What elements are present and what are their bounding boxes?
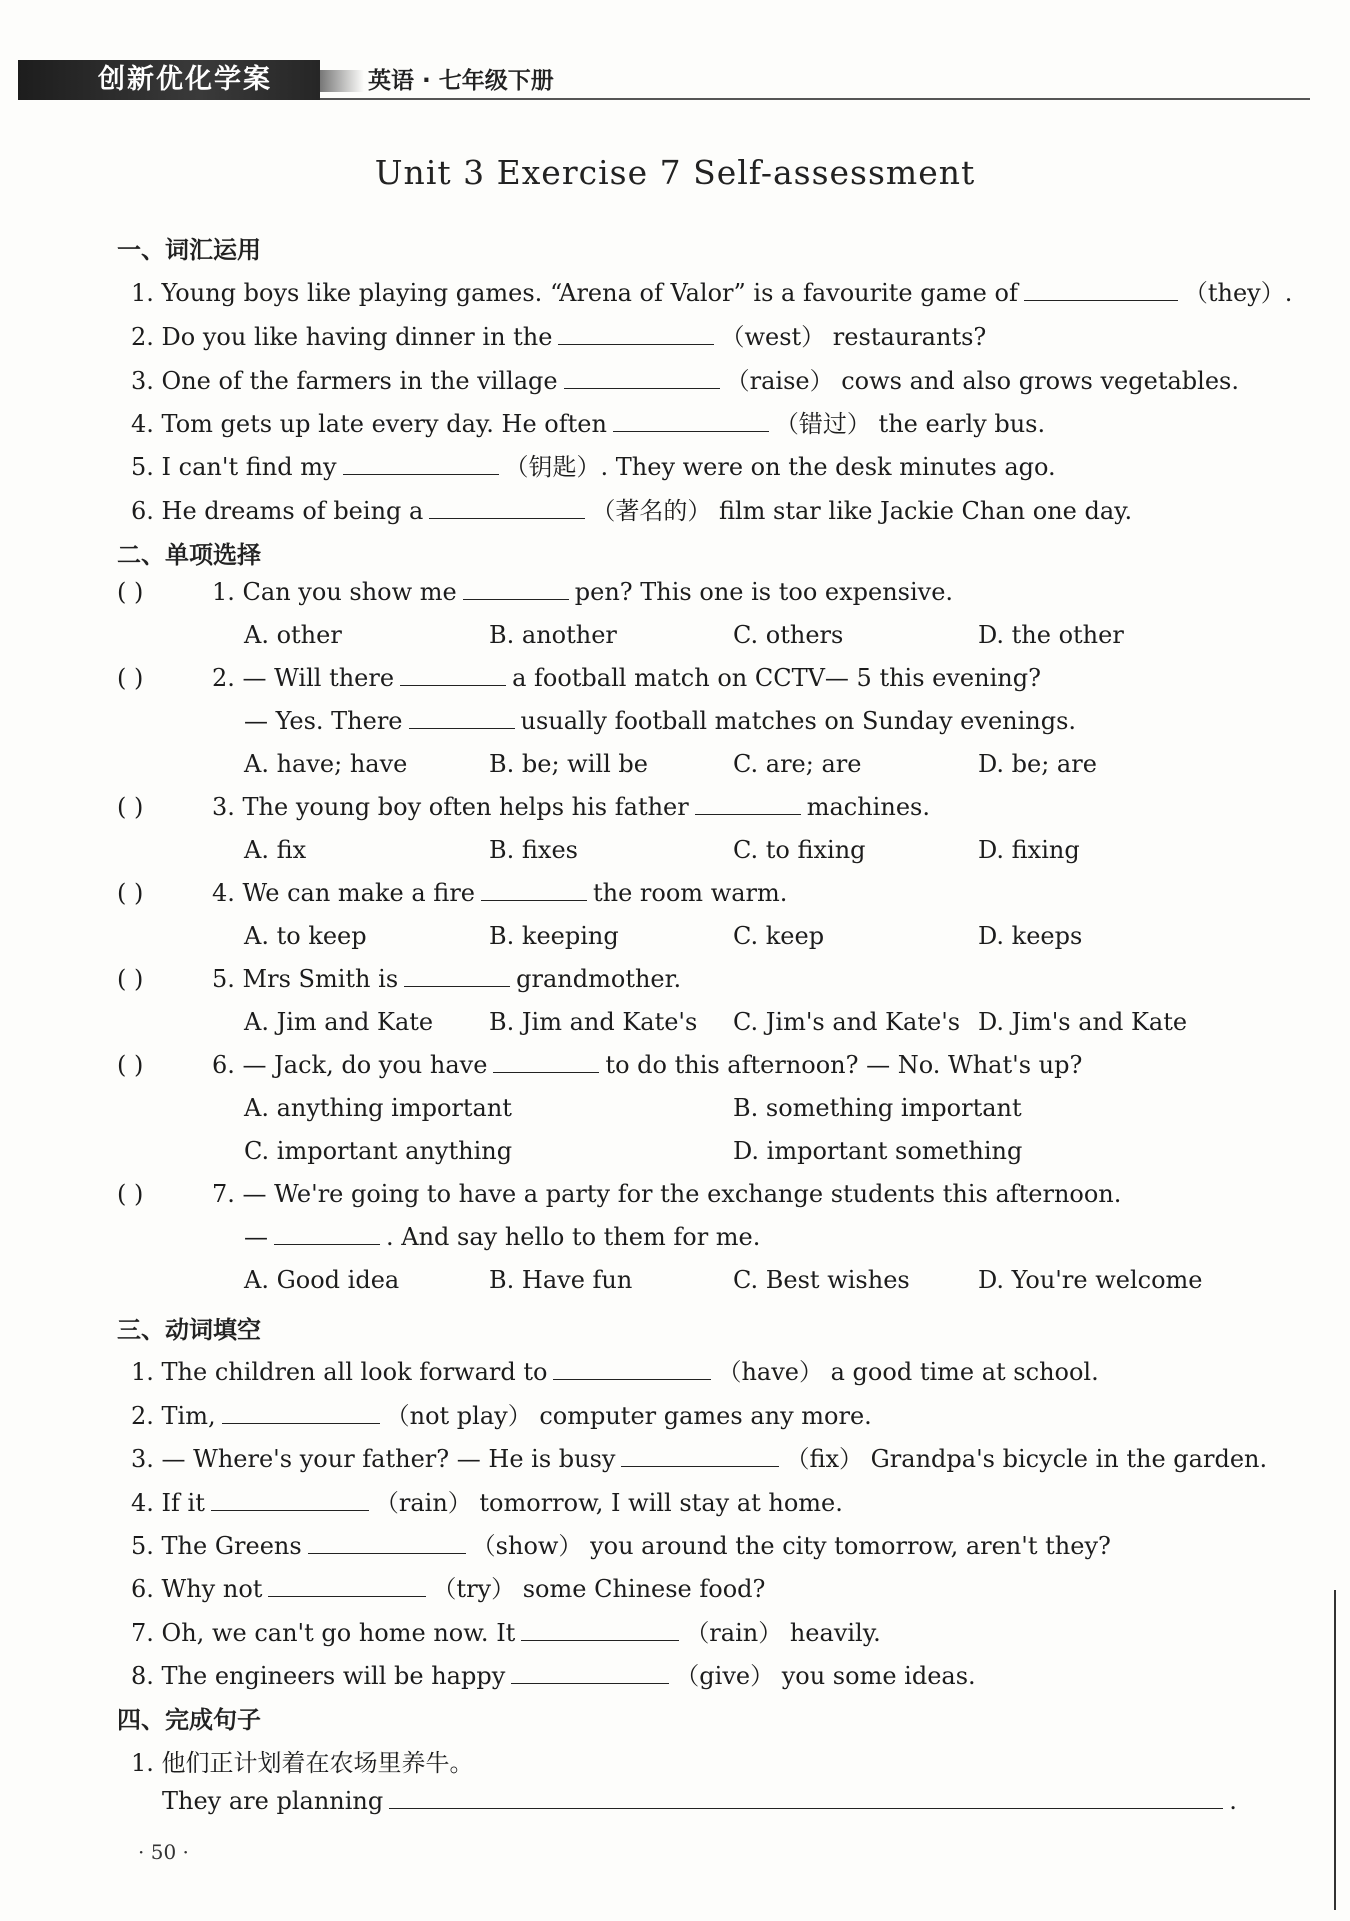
book-title: 英语 · 七年级下册 (368, 68, 554, 94)
mc-option[interactable]: C. keep (733, 922, 825, 950)
page-number: · 50 · (138, 1840, 189, 1864)
answer-bracket[interactable]: ( ) (117, 1180, 144, 1208)
brand-text: 创新优化学案 (98, 64, 272, 95)
mc-option[interactable]: B. keeping (489, 922, 619, 950)
answer-blank[interactable] (613, 411, 769, 432)
mc-option[interactable]: C. Best wishes (733, 1266, 910, 1294)
complete-item-chinese: 1. 他们正计划着在农场里养牛。 (131, 1749, 474, 1777)
mc-option[interactable]: D. important something (733, 1137, 1023, 1165)
mc-option[interactable]: A. other (244, 621, 342, 649)
mc-option[interactable]: D. keeps (978, 922, 1083, 950)
section-multiple-choice-heading: 二、单项选择 (117, 541, 261, 569)
mc-option[interactable]: B. something important (733, 1094, 1022, 1122)
answer-blank (409, 708, 515, 729)
answer-blank[interactable] (558, 324, 714, 345)
answer-blank[interactable] (308, 1533, 466, 1554)
answer-blank (695, 794, 801, 815)
verb-item: 6. Why not （try） some Chinese food? (131, 1575, 766, 1603)
verb-item: 5. The Greens （show） you around the city tomorrow, aren't they? (131, 1532, 1111, 1560)
mc-option[interactable]: A. anything important (244, 1094, 512, 1122)
vocab-item: 3. One of the farmers in the village （raise） cows and also grows vegetables. (131, 367, 1239, 395)
answer-blank[interactable] (621, 1446, 779, 1467)
mc-option[interactable]: D. Jim's and Kate (978, 1008, 1188, 1036)
vocab-item: 5. I can't find my （钥匙）. They were on the desk minutes ago. (131, 453, 1056, 481)
mc-option[interactable]: A. Good idea (244, 1266, 400, 1294)
answer-blank[interactable] (511, 1663, 669, 1684)
answer-bracket[interactable]: ( ) (117, 965, 144, 993)
mc-question: 7. — We're going to have a party for the exchange students this afternoon. (212, 1180, 1122, 1208)
mc-option[interactable]: C. Jim's and Kate's (733, 1008, 961, 1036)
answer-blank[interactable] (564, 368, 720, 389)
mc-question: 6. — Jack, do you have to do this afternoon? — No. What's up? (212, 1051, 1083, 1079)
answer-blank[interactable] (343, 454, 499, 475)
section-complete-sentence-heading: 四、完成句子 (117, 1706, 261, 1734)
page-header (18, 54, 1338, 100)
answer-bracket[interactable]: ( ) (117, 879, 144, 907)
answer-blank[interactable] (389, 1788, 1223, 1809)
answer-bracket[interactable]: ( ) (117, 664, 144, 692)
mc-option[interactable]: C. to fixing (733, 836, 866, 864)
verb-item: 7. Oh, we can't go home now. It （rain） heavily. (131, 1619, 881, 1647)
mc-option[interactable]: D. the other (978, 621, 1124, 649)
answer-blank (493, 1052, 599, 1073)
answer-blank[interactable] (211, 1490, 369, 1511)
page-title: Unit 3 Exercise 7 Self-assessment (374, 153, 976, 192)
mc-option[interactable]: C. are; are (733, 750, 862, 778)
answer-blank[interactable] (553, 1359, 711, 1380)
mc-option[interactable]: D. be; are (978, 750, 1097, 778)
mc-option[interactable]: B. Have fun (489, 1266, 633, 1294)
mc-option[interactable]: B. be; will be (489, 750, 648, 778)
answer-bracket[interactable]: ( ) (117, 578, 144, 606)
mc-option[interactable]: B. fixes (489, 836, 578, 864)
mc-option[interactable]: A. fix (244, 836, 307, 864)
vocab-item: 4. Tom gets up late every day. He often （错过） the early bus. (131, 410, 1046, 438)
mc-question: 1. Can you show me pen? This one is too expensive. (212, 578, 954, 606)
answer-blank[interactable] (268, 1576, 426, 1597)
brand-decoration (320, 70, 364, 92)
mc-option[interactable]: B. Jim and Kate's (489, 1008, 698, 1036)
section-vocabulary-heading: 一、词汇运用 (117, 236, 261, 264)
answer-blank[interactable] (1024, 280, 1178, 301)
answer-bracket[interactable]: ( ) (117, 793, 144, 821)
mc-question: 2. — Will there a football match on CCTV— 5 this evening? (212, 664, 1041, 692)
answer-blank[interactable] (222, 1403, 380, 1424)
verb-item: 4. If it （rain） tomorrow, I will stay at home. (131, 1489, 843, 1517)
answer-blank[interactable] (429, 498, 585, 519)
verb-item: 1. The children all look forward to （have） a good time at school. (131, 1358, 1099, 1386)
mc-option[interactable]: B. another (489, 621, 617, 649)
mc-option[interactable]: A. have; have (244, 750, 408, 778)
page-edge-line (1334, 1590, 1336, 1910)
vocab-item: 2. Do you like having dinner in the （west） restaurants? (131, 323, 987, 351)
answer-bracket[interactable]: ( ) (117, 1051, 144, 1079)
mc-option[interactable]: C. others (733, 621, 844, 649)
mc-option[interactable]: C. important anything (244, 1137, 513, 1165)
answer-blank (463, 579, 569, 600)
mc-question-line2: — . And say hello to them for me. (244, 1223, 761, 1251)
brand-logo (18, 60, 320, 100)
answer-blank (400, 665, 506, 686)
verb-item: 3. — Where's your father? — He is busy （fix） Grandpa's bicycle in the garden. (131, 1445, 1268, 1473)
mc-option[interactable]: D. You're welcome (978, 1266, 1203, 1294)
answer-blank (274, 1224, 380, 1245)
mc-question: 3. The young boy often helps his father machines. (212, 793, 930, 821)
mc-option[interactable]: D. fixing (978, 836, 1080, 864)
mc-question-line2: — Yes. There usually football matches on Sunday evenings. (244, 707, 1077, 735)
answer-blank[interactable] (521, 1620, 679, 1641)
vocab-item: 6. He dreams of being a （著名的） film star like Jackie Chan one day. (131, 497, 1133, 525)
complete-item-english: They are planning . (162, 1787, 1237, 1815)
mc-option[interactable]: A. Jim and Kate (244, 1008, 434, 1036)
verb-item: 2. Tim, （not play） computer games any more. (131, 1402, 872, 1430)
answer-blank (481, 880, 587, 901)
mc-question: 5. Mrs Smith is grandmother. (212, 965, 682, 993)
vocab-item: 1. Young boys like playing games. “Arena of Valor” is a favourite game of （they）. (131, 279, 1293, 307)
mc-option[interactable]: A. to keep (244, 922, 367, 950)
mc-question: 4. We can make a fire the room warm. (212, 879, 788, 907)
header-rule (320, 98, 1310, 100)
verb-item: 8. The engineers will be happy （give） you some ideas. (131, 1662, 976, 1690)
answer-blank (404, 966, 510, 987)
section-verb-fill-heading: 三、动词填空 (117, 1316, 261, 1344)
